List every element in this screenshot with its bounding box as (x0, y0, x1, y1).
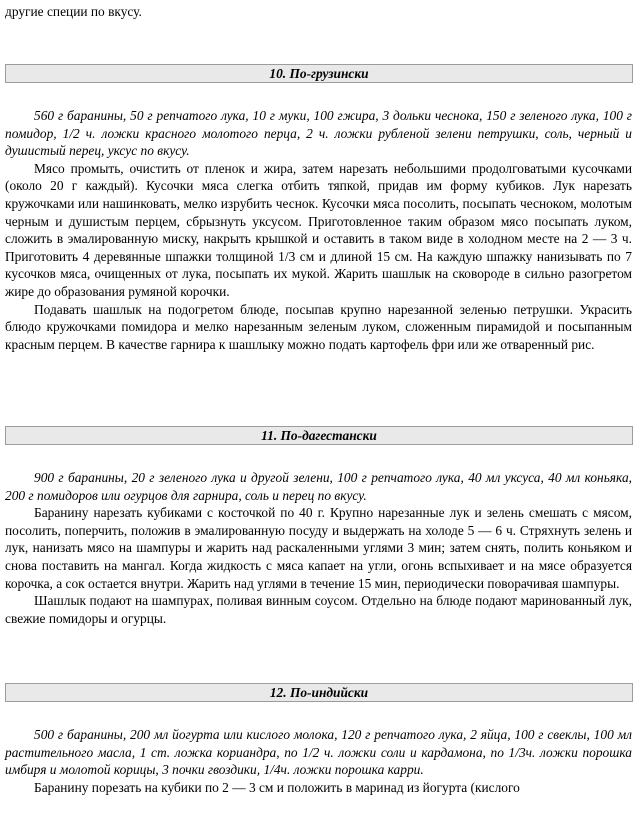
section-heading-12: 12. По-индийски (5, 683, 633, 702)
section-heading-11: 11. По-дагестански (5, 426, 633, 445)
step-paragraph: Подавать шашлык на подогретом блюде, посыпав крупно нарезанной зеленью петрушки. Украсить блюдо кружочками помидора и мелко нарезанным зеленым луком, сложенным пирамидой и посыпанным красным перцем. В качестве гарнира к шашлыку можно подать картофель фри или же отваренный рис. (5, 301, 632, 352)
step-paragraph: Мясо промыть, очистить от пленок и жира, затем нарезать небольшими продолговатыми кусочками (около 20 г каждый). Кусочки мяса слегка отбить тяпкой, придав им форму кубиков. Лук нарезать кружочками или нашинковать, мелко изрубить чеснок. Кусочки мяса посолить, посыпать чесноком, молотым черным и душистым перцем, сбрызнуть уксусом. Приготовленное таким образом мясо посыпать луком, сложить в эмалированную миску, накрыть крышкой и оставить в таком виде в холодном месте на 2 — 3 ч. Приготовить 4 деревянные шпажки толщиной 1/3 см и длиной 15 см. На каждую шпажку нанизывать по 7 кусочков мяса, очищенных от лука, посыпать их мукой. Жарить шашлык на сковороде в сильно разогретом жире до образования румяной корочки. (5, 160, 632, 299)
step-paragraph: Баранину нарезать кубиками с косточкой по 40 г. Крупно нарезанные лук и зелень смешать с мясом, посолить, поперчить, положив в эмалированную посуду и выдержать на холоде 5 — 6 ч. Стряхнуть зелень и лук, нанизать мясо на шампуры и жарить над раскаленными углями 3 мин; затем снять, полить коньяком и снова поставить на мангал. Когда жидкость с мяса капает на угли, огонь вспыхивает и на мясе образуется корочка, а сок остается внутри. Жарить над углями в течение 15 мин, периодически поворачивая шампуры. (5, 505, 632, 591)
section-body-10 (5, 107, 632, 353)
section-heading-10: 10. По-грузински (5, 64, 633, 83)
intro-text-tail: другие специи по вкусу. (5, 4, 142, 19)
ingredients-text: 500 г баранины, 200 мл йогурта или кислого молока, 120 г репчатого лука, 2 яйца, 100 г свеклы, 100 мл растительного масла, 1 ст. ложка кориандра, по 1/2 ч. ложки соли и кардамона, по 1/3ч. ложки порошка имбиря и молотой корицы, 3 почки гвоздики, 1/4ч. ложки порошка карри. (5, 727, 632, 778)
section-body-12 (5, 726, 632, 796)
ingredients-text: 900 г баранины, 20 г зеленого лука и другой зелени, 100 г репчатого лука, 40 мл уксуса, 40 мл коньяка, 200 г помидоров или огурцов для гарнира, соль и перец по вкусу. (5, 470, 632, 503)
step-paragraph: Баранину порезать на кубики по 2 — 3 см и положить в маринад из йогурта (кислого (34, 779, 520, 795)
section-body-11 (5, 469, 632, 627)
ingredients-text: 560 г баранины, 50 г репчатого лука, 10 г муки, 100 гжира, 3 дольки чеснока, 150 г зеленого лука, 100 г помидор, 1/2 ч. ложки красного молотого перца, 2 ч. ложки рубленой зелени петрушки, соль, черный и душистый перец, уксус по вкусу. (5, 108, 632, 159)
step-paragraph: Шашлык подают на шампурах, поливая винным соусом. Отдельно на блюде подают маринованный лук, свежие помидоры и огурцы. (5, 593, 632, 626)
